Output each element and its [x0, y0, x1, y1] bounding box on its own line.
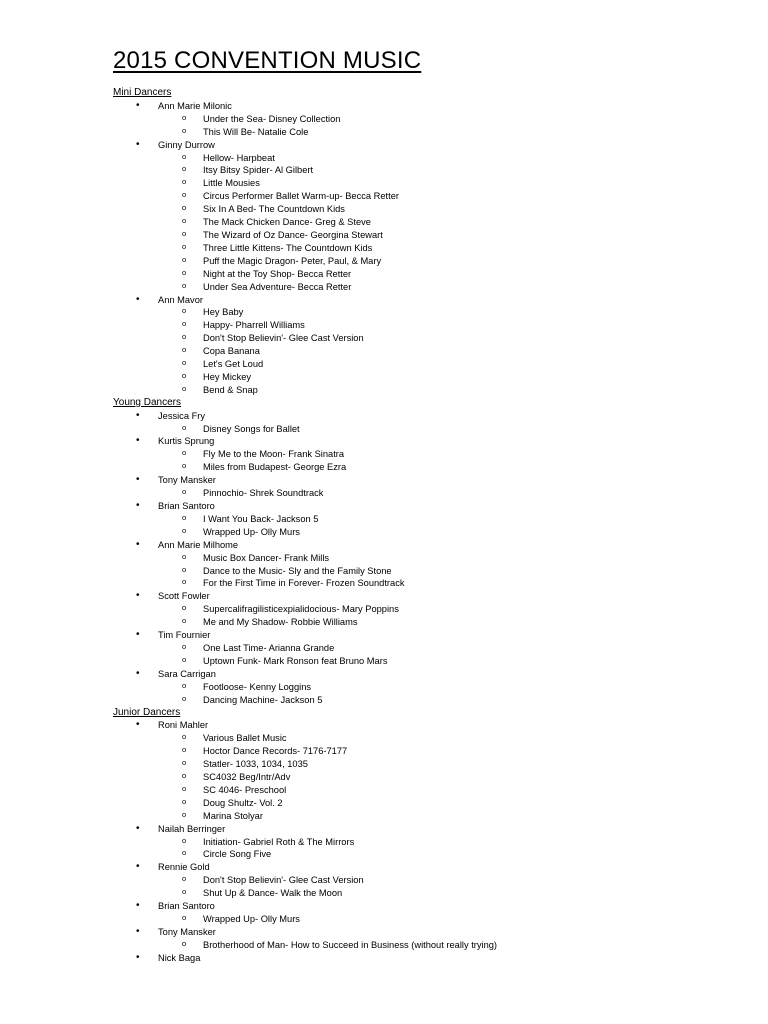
- song-list: [158, 836, 753, 862]
- song-item: o Hoctor Dance Records- 7176-7177: [158, 745, 753, 758]
- song-item: o The Wizard of Oz Dance- Georgina Stewart: [158, 229, 753, 242]
- song-item: o Copa Banana: [158, 345, 753, 358]
- person-name: Sara Carrigan: [158, 668, 216, 679]
- person-item: [113, 823, 753, 862]
- song-item: o Disney Songs for Ballet: [158, 423, 753, 436]
- person-name: Nailah Berringer: [158, 823, 226, 834]
- song-list: [158, 152, 753, 294]
- song-item: o Three Little Kittens- The Countdown Kids: [158, 242, 753, 255]
- section-heading: Young Dancers: [113, 396, 182, 408]
- person-item: [113, 668, 753, 707]
- person-item: [113, 590, 753, 629]
- person-name: Rennie Gold: [158, 862, 210, 873]
- person-item: [113, 861, 753, 900]
- song-item: o SC4032 Beg/Intr/Adv: [158, 771, 753, 784]
- song-list: [158, 306, 753, 396]
- song-list: [158, 874, 753, 900]
- song-item: o Don't Stop Believin'- Glee Cast Version: [158, 874, 753, 887]
- person-item: [113, 629, 753, 668]
- person-name: Tim Fournier: [158, 630, 211, 641]
- song-item: o Under Sea Adventure- Becca Retter: [158, 281, 753, 294]
- song-item: o Wrapped Up- Olly Murs: [158, 913, 753, 926]
- song-item: o I Want You Back- Jackson 5: [158, 513, 753, 526]
- song-item: o Marina Stolyar: [158, 810, 753, 823]
- song-item: o Initiation- Gabriel Roth & The Mirrors: [158, 836, 753, 849]
- song-list: [158, 448, 753, 474]
- song-item: o Hellow- Harpbeat: [158, 152, 753, 165]
- person-item: [113, 500, 753, 539]
- song-item: o Don't Stop Believin'- Glee Cast Version: [158, 332, 753, 345]
- song-item: o Under the Sea- Disney Collection: [158, 113, 753, 126]
- people-list: [113, 100, 753, 397]
- document-page: [113, 46, 753, 965]
- song-list: [158, 552, 753, 591]
- song-list: [158, 603, 753, 629]
- song-list: [158, 681, 753, 707]
- song-item: o Night at the Toy Shop- Becca Retter: [158, 268, 753, 281]
- song-item: o Let's Get Loud: [158, 358, 753, 371]
- song-item: o Circus Performer Ballet Warm-up- Becca Retter: [158, 190, 753, 203]
- person-item: [113, 100, 753, 139]
- person-item: [113, 539, 753, 591]
- song-item: o Circle Song Five: [158, 848, 753, 861]
- song-item: o Happy- Pharrell Williams: [158, 319, 753, 332]
- song-item: o Fly Me to the Moon- Frank Sinatra: [158, 448, 753, 461]
- people-list: [113, 719, 753, 964]
- song-item: o Dance to the Music- Sly and the Family Stone: [158, 565, 753, 578]
- person-name: Kurtis Sprung: [158, 436, 215, 447]
- person-item: [113, 952, 753, 965]
- person-name: Tony Mansker: [158, 926, 216, 937]
- section-heading: Junior Dancers: [113, 706, 181, 718]
- song-item: o Pinnochio- Shrek Soundtrack: [158, 487, 753, 500]
- person-name: Roni Mahler: [158, 720, 209, 731]
- song-item: o Me and My Shadow- Robbie Williams: [158, 616, 753, 629]
- person-name: Ann Mavor: [158, 294, 203, 305]
- song-item: o Various Ballet Music: [158, 732, 753, 745]
- song-list: [158, 113, 753, 139]
- song-list: [158, 732, 753, 822]
- song-item: o This Will Be- Natalie Cole: [158, 126, 753, 139]
- section-heading: Mini Dancers: [113, 87, 172, 98]
- song-item: o Itsy Bitsy Spider- Al Gilbert: [158, 164, 753, 177]
- song-list: [158, 939, 753, 952]
- song-item: o Wrapped Up- Olly Murs: [158, 526, 753, 539]
- song-item: o Doug Shultz- Vol. 2: [158, 797, 753, 810]
- song-item: o SC 4046- Preschool: [158, 784, 753, 797]
- person-item: [113, 294, 753, 397]
- person-item: [113, 900, 753, 926]
- song-item: o Miles from Budapest- George Ezra: [158, 461, 753, 474]
- person-item: [113, 474, 753, 500]
- song-item: o For the First Time in Forever- Frozen Soundtrack: [158, 577, 753, 590]
- song-item: o Uptown Funk- Mark Ronson feat Bruno Mars: [158, 655, 753, 668]
- song-item: o Statler- 1033, 1034, 1035: [158, 758, 753, 771]
- song-item: o Hey Mickey: [158, 371, 753, 384]
- person-name: Jessica Fry: [158, 410, 206, 421]
- person-name: Brian Santoro: [158, 501, 215, 511]
- song-list: [158, 913, 753, 926]
- song-list: [158, 642, 753, 668]
- song-list: [158, 423, 753, 436]
- song-item: o Supercalifragilisticexpialidocious- Mary Poppins: [158, 603, 753, 616]
- person-item: [113, 719, 753, 822]
- person-name: Scott Fowler: [158, 591, 210, 602]
- person-name: Ann Marie Milhome: [158, 539, 239, 550]
- person-name: Brian Santoro: [158, 901, 215, 912]
- song-item: o Little Mousies: [158, 177, 753, 190]
- song-item: o Hey Baby: [158, 306, 753, 319]
- song-item: o Brotherhood of Man- How to Succeed in Business (without really trying): [158, 939, 753, 952]
- person-name: Ginny Durrow: [158, 139, 215, 150]
- song-item: o Puff the Magic Dragon- Peter, Paul, & Mary: [158, 255, 753, 268]
- song-item: o Shut Up & Dance- Walk the Moon: [158, 887, 753, 900]
- song-item: o The Mack Chicken Dance- Greg & Steve: [158, 216, 753, 229]
- song-list: [158, 487, 753, 500]
- song-item: o Footloose- Kenny Loggins: [158, 681, 753, 694]
- person-item: [113, 926, 753, 952]
- person-item: [113, 410, 753, 436]
- person-name: Ann Marie Milonic: [158, 100, 232, 111]
- sections-container: [113, 87, 753, 965]
- song-item: o Dancing Machine- Jackson 5: [158, 694, 753, 707]
- page-title: 2015 CONVENTION MUSIC: [113, 47, 422, 74]
- person-item: [113, 139, 753, 294]
- song-item: o One Last Time- Arianna Grande: [158, 642, 753, 655]
- song-item: o Bend & Snap: [158, 384, 753, 397]
- person-name: Tony Mansker: [158, 475, 216, 486]
- person-name: Nick Baga: [158, 952, 201, 963]
- song-item: o Six In A Bed- The Countdown Kids: [158, 203, 753, 216]
- people-list: [113, 410, 753, 707]
- song-list: [158, 513, 753, 539]
- person-item: [113, 435, 753, 474]
- song-item: o Music Box Dancer- Frank Mills: [158, 552, 753, 565]
